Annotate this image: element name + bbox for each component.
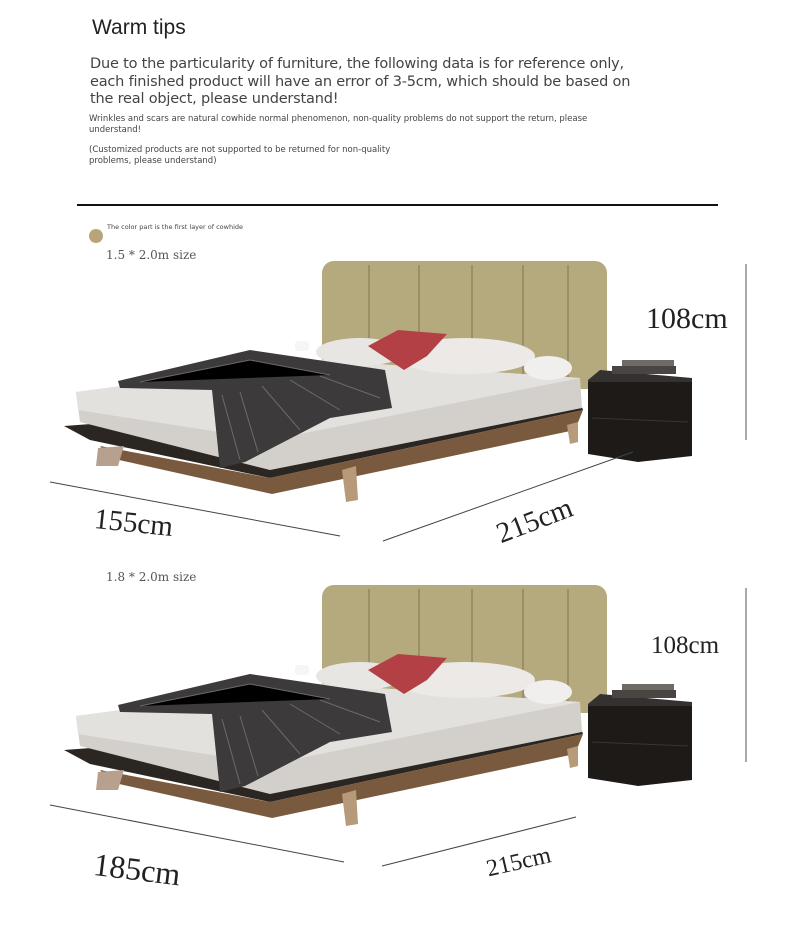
bed-1-illustration bbox=[64, 261, 692, 502]
length-label-2: 215cm bbox=[484, 842, 554, 883]
height-label-1: 108cm bbox=[646, 302, 728, 335]
height-label-2: 108cm bbox=[651, 632, 720, 659]
size-label-1: 1.5 * 2.0m size bbox=[106, 248, 197, 262]
customized-note: (Customized products are not supported to be returned for non-quality problems, please understand) bbox=[89, 145, 391, 166]
width-label-2: 185cm bbox=[91, 846, 183, 893]
reference-notice: Due to the particularity of furniture, the following data is for reference only, each finished product will have an error of 3-5cm, which should be based on the real object, please understand! bbox=[90, 56, 631, 107]
width-line-1 bbox=[50, 482, 340, 536]
length-line-1 bbox=[383, 452, 633, 541]
width-line-2 bbox=[50, 805, 344, 862]
bed-2-illustration bbox=[64, 585, 692, 826]
swatch-caption: The color part is the first layer of cowhide bbox=[107, 223, 244, 231]
wrinkles-note: Wrinkles and scars are natural cowhide normal phenomenon, non-quality problems do not support the return, please understand! bbox=[89, 114, 588, 135]
warm-tips-title: Warm tips bbox=[92, 16, 186, 39]
width-label-1: 155cm bbox=[92, 503, 175, 544]
length-line-2 bbox=[382, 817, 576, 866]
length-label-1: 215cm bbox=[492, 491, 578, 550]
size-label-2: 1.8 * 2.0m size bbox=[106, 570, 197, 584]
